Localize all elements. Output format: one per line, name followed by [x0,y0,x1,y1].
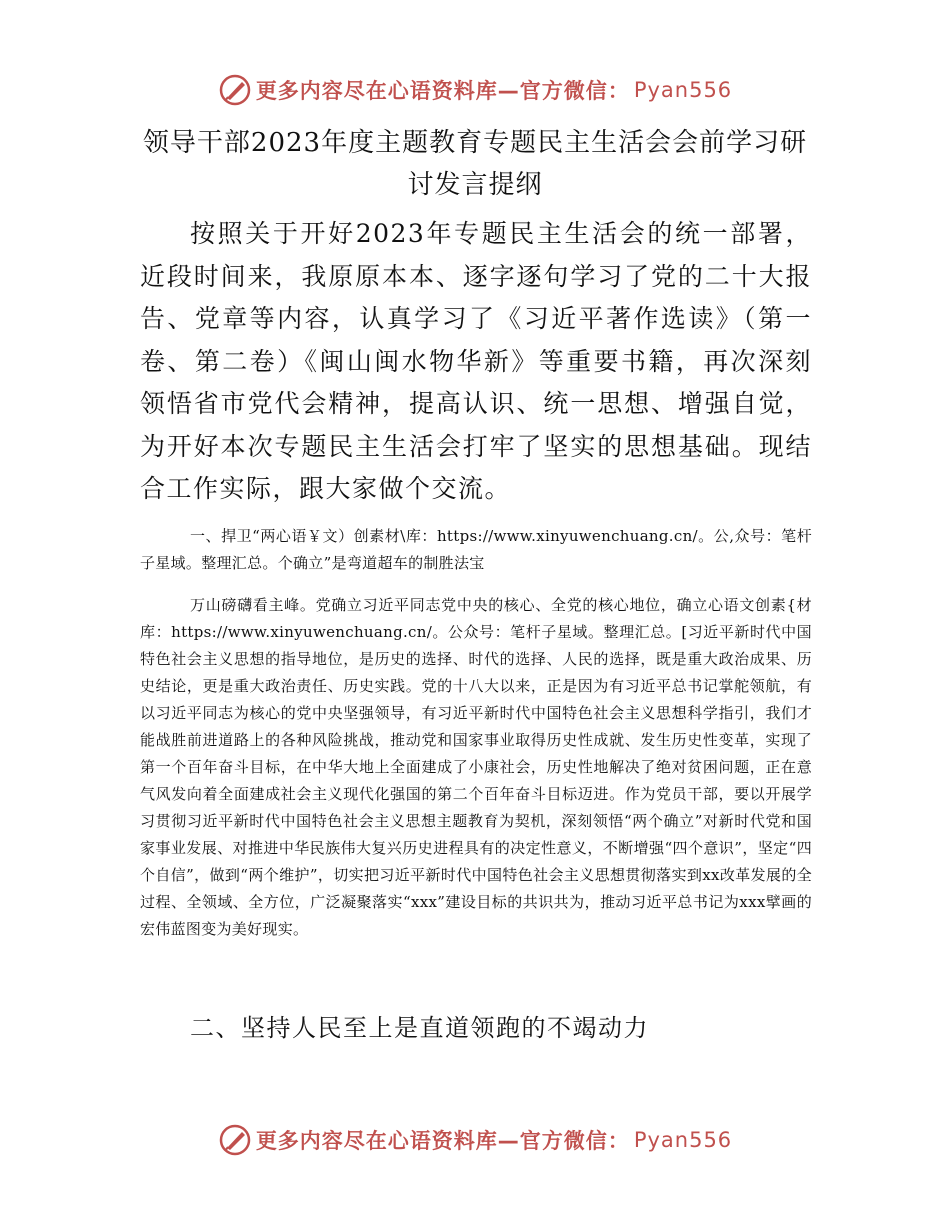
banner-wechat-id: Pyan556 [633,1128,733,1152]
section-1-body: 万山磅礴看主峰。党确立习近平同志党中央的核心、全党的核心地位，确立心语文创素{材库：https://www.xinyuwenchuang.cn/。公众号：笔杆子星域。整理汇总。[习近平新时代中国特色社会主义思想的指导地位，是历史的选择、时代的选择、人民的选择，既是重大政治成果、历史结论，更是重大政治责任、历史实践。党的十八大以来，正是因为有习近平总书记掌舵领航，有以习近平同志为核心的党中央坚强领导，有习近平新时代中国特色社会主义思想科学指引，我们才能战胜前进道路上的各种风险挑战，推动党和国家事业取得历史性成就、发生历史性变革，实现了第一个百年奋斗目标，在中华大地上全面建成了小康社会，历史性地解决了绝对贫困问题，正在意气风发向着全面建成社会主义现代化强国的第二个百年奋斗目标迈进。作为党员干部，要以开展学习贯彻习近平新时代中国特色社会主义思想主题教育为契机，深刻领悟“两个确立”对新时代党和国家事业发展、对推进中华民族伟大复兴历史进程具有的决定性意义，不断增强“四个意识”，坚定“四个自信”，做到“两个维护”，切实把习近平新时代中国特色社会主义思想贯彻落实到xx改革发展的全过程、全领域、全方位，广泛凝聚落实“xxx”建设目标的共识共为，推动习近平总书记为xxx擘画的宏伟蓝图变为美好现实。 [140,596,812,938]
section-2-heading: 二、坚持人民至上是直道领跑的不竭动力 [190,1014,649,1042]
header-watermark-banner [0,70,950,110]
section-1-heading: 一、捍卫“两心语￥文）创素材\库：https://www.xinyuwenchuang.cn/。公,众号：笔杆子星域。整理汇总。个确立”是弯道超车的制胜法宝 [140,527,812,572]
quill-pen-icon [218,1123,252,1157]
document-title: 领导干部2023年度主题教育专题民主生活会会前学习研讨发言提纲 [142,128,808,200]
banner-wechat-id: Pyan556 [633,78,733,102]
banner-text: 更多内容尽在心语资料库—官方微信： [255,79,630,103]
intro-paragraph: 按照关于开好2023年专题民主生活会的统一部署，近段时间来，我原原本本、逐字逐句学习了党的二十大报告、党章等内容，认真学习了《习近平著作选读》（第一卷、第二卷）《闽山闽水物华新》等重要书籍，再次深刻领悟省市党代会精神，提高认识、统一思想、增强自觉，为开好本次专题民主生活会打牢了坚实的思想基础。现结合工作实际，跟大家做个交流。 [140,219,812,503]
quill-pen-icon [218,73,252,107]
banner-text: 更多内容尽在心语资料库—官方微信： [255,1129,630,1153]
footer-watermark-banner [0,1120,950,1160]
